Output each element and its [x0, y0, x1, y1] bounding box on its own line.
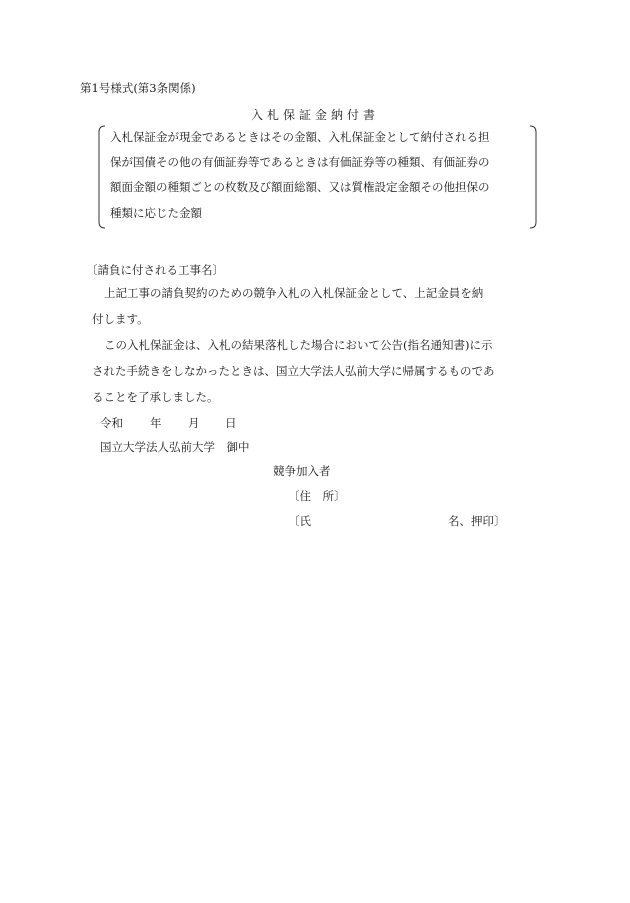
paragraph-line: された手続きをしなかったときは、国立大学法人弘前大学に帰属するものであ	[92, 364, 495, 378]
project-name-label: 〔請負に付される工事名〕	[86, 263, 224, 277]
form-number: 第1号様式(第3条関係)	[80, 81, 196, 95]
bidder-name-label-end: 名、押印〕	[448, 514, 506, 528]
date-day-label: 日	[225, 416, 237, 430]
bracket-note-line: 保が国債その他の有価証券等であるときは有価証券等の種類、有価証券の	[110, 155, 490, 169]
bracket-note-line: 額面金額の種類ごとの枚数及び額面総額、又は質権設定金額その他担保の	[110, 180, 490, 194]
date-year-label: 年	[150, 416, 162, 430]
bracket-note-line: 入札保証金が現金であるときはその金額、入札保証金として納付される担	[110, 130, 490, 144]
paragraph-line: この入札保証金は、入札の結果落札した場合において公告(指名通知書)に示	[104, 338, 493, 352]
paragraph-line: 付します。	[92, 312, 149, 326]
bracket-note	[97, 125, 538, 229]
bracket-note-line: 種類に応じた金額	[110, 206, 202, 220]
date-era: 令和	[100, 416, 123, 430]
bidder-name-label-start: 〔氏	[288, 514, 311, 528]
addressee: 国立大学法人弘前大学 御中	[100, 440, 250, 454]
paragraph-line: ることを了承しました。	[92, 390, 219, 404]
date-month-label: 月	[188, 416, 200, 430]
document-title: 入札保証金納付書	[250, 108, 379, 122]
bidder-address-label: 〔住 所〕	[288, 489, 346, 503]
paragraph-line: 上記工事の請負契約のための競争入札の入札保証金として、上記金員を納	[104, 286, 484, 300]
bidder-label: 競争加入者	[273, 464, 331, 478]
